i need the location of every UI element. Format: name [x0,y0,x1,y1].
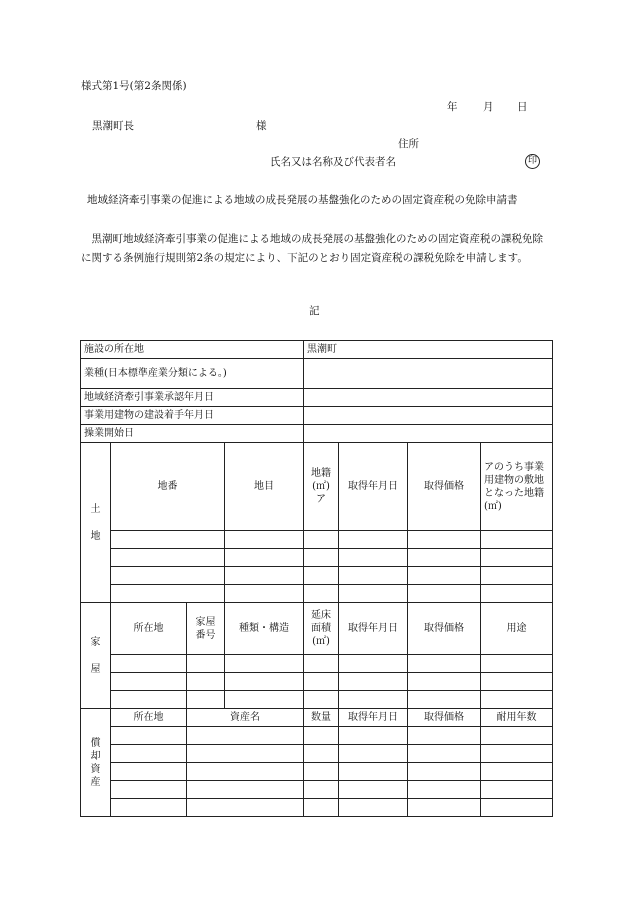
name-label: 氏名又は名称及び代表者名 [270,156,396,168]
depreciable-row [81,781,553,799]
addressee: 黒潮町長 [92,120,134,132]
date-month-label: 月 [483,101,494,113]
depreciable-row [81,763,553,781]
info-label: 操業開始日 [81,425,304,443]
building-header-acq-price: 取得価格 [408,603,481,655]
depreciable-row [81,799,553,817]
building-row [81,655,553,673]
building-header-location: 所在地 [111,603,187,655]
building-header-number: 家屋番号 [187,603,225,655]
depreciable-header-row [81,709,553,727]
info-value [304,389,553,407]
building-row [81,673,553,691]
land-row [81,567,553,585]
info-row [81,425,553,443]
info-value [304,425,553,443]
land-row [81,549,553,567]
ki-marker: 記 [309,305,320,317]
info-label: 地域経済牽引事業承認年月日 [81,389,304,407]
info-row [81,389,553,407]
info-row [81,341,553,359]
building-header-acq-date: 取得年月日 [339,603,408,655]
building-header-use: 用途 [481,603,553,655]
application-table [80,340,553,817]
building-row [81,691,553,709]
land-header-area: 地籍(㎡)ア [304,443,339,531]
info-value: 黒潮町 [304,341,553,359]
info-label: 施設の所在地 [81,341,304,359]
date-day-label: 日 [517,101,528,113]
info-row [81,407,553,425]
depreciable-row [81,745,553,763]
info-value [304,359,553,389]
depreciable-header-quantity: 数量 [304,709,339,727]
date-year-label: 年 [447,101,458,113]
depreciable-header-location: 所在地 [111,709,187,727]
depreciable-header-useful-life: 耐用年数 [481,709,553,727]
address-label: 住所 [398,138,419,150]
info-row [81,359,553,389]
building-header-row [81,603,553,655]
depreciable-header-acq-price: 取得価格 [408,709,481,727]
land-header-business-area: アのうち事業用建物の敷地となった地籍(㎡) [481,443,553,531]
land-header-category: 地目 [225,443,304,531]
info-label: 業種(日本標準産業分類による。) [81,359,304,389]
depreciable-section-label: 償 却 資 産 [81,709,111,817]
depreciable-header-asset-name: 資産名 [187,709,304,727]
info-label: 事業用建物の建設着手年月日 [81,407,304,425]
land-header-row [81,443,553,531]
honorific: 様 [256,120,267,132]
form-number: 様式第1号(第2条関係) [81,80,187,92]
land-row [81,531,553,549]
seal-icon: 印 [525,154,540,169]
land-row [81,585,553,603]
land-header-acq-date: 取得年月日 [339,443,408,531]
building-header-floor-area: 延床面積(㎡) [304,603,339,655]
depreciable-row [81,727,553,745]
depreciable-header-acq-date: 取得年月日 [339,709,408,727]
building-header-type: 種類・構造 [225,603,304,655]
land-header-lot: 地番 [111,443,225,531]
building-section-label: 家 屋 [81,603,111,709]
body-paragraph: 黒潮町地域経済牽引事業の促進による地域の成長発展の基盤強化のための固定資産税の課税免除に関する条例施行規則第2条の規定により、下記のとおり固定資産税の課税免除を申請します。 [81,233,543,264]
seal-mark [525,154,540,169]
land-section-label: 土 地 [81,443,111,603]
document-title: 地域経済牽引事業の促進による地域の成長発展の基盤強化のための固定資産税の免除申請書 [87,194,518,206]
info-value [304,407,553,425]
land-header-acq-price: 取得価格 [408,443,481,531]
